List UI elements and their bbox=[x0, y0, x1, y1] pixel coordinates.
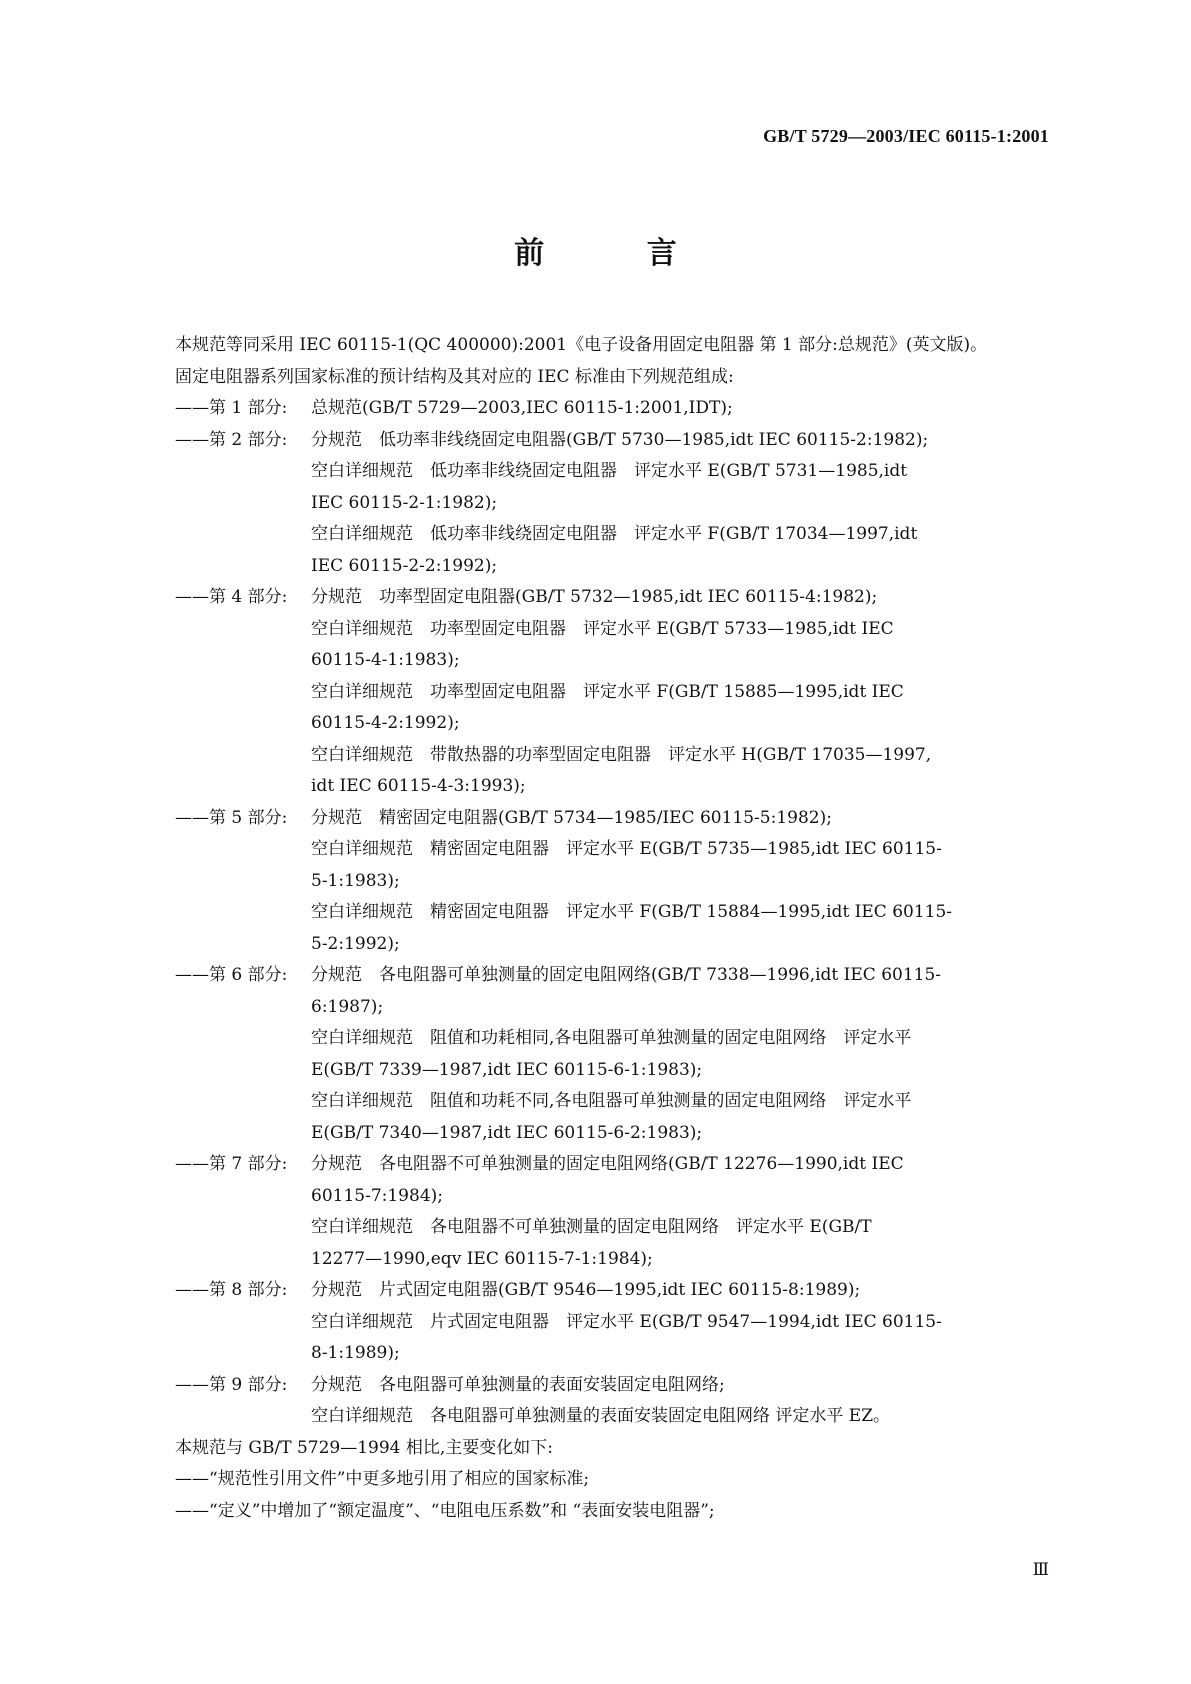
part-line: 5-1:1983); bbox=[311, 870, 400, 891]
part-line: 空白详细规范 精密固定电阻器 评定水平 E(GB/T 5735—1985,idt IEC 60115- bbox=[311, 839, 942, 859]
part-line: 分规范 各电阻器可单独测量的固定电阻网络(GB/T 7338—1996,idt IEC 60115- bbox=[311, 965, 942, 985]
part-line: 60115-4-1:1983); bbox=[311, 650, 460, 670]
part-label: ——第 5 部分: bbox=[175, 807, 288, 828]
part-line: 分规范 精密固定电阻器(GB/T 5734—1985/IEC 60115-5:1982); bbox=[311, 807, 832, 828]
part-label: ——第 2 部分: bbox=[175, 429, 288, 450]
part-line: 空白详细规范 精密固定电阻器 评定水平 F(GB/T 15884—1995,idt IEC 60115- bbox=[311, 902, 953, 922]
part-line: 分规范 片式固定电阻器(GB/T 9546—1995,idt IEC 60115-8:1989); bbox=[311, 1280, 861, 1300]
part-9 bbox=[175, 1370, 1055, 1433]
part-line: E(GB/T 7339—1987,idt IEC 60115-6-1:1983); bbox=[311, 1059, 703, 1080]
part-line: idt IEC 60115-4-3:1993); bbox=[311, 776, 526, 796]
part-line: 分规范 各电阻器不可单独测量的固定电阻网络(GB/T 12276—1990,idt IEC bbox=[311, 1154, 904, 1174]
part-7 bbox=[175, 1149, 1055, 1275]
part-label: ——第 8 部分: bbox=[175, 1280, 288, 1300]
part-line: 总规范(GB/T 5729—2003,IEC 60115-1:2001,IDT); bbox=[311, 398, 733, 418]
part-label: ——第 1 部分: bbox=[175, 398, 288, 418]
part-line: E(GB/T 7340—1987,idt IEC 60115-6-2:1983); bbox=[311, 1122, 703, 1143]
part-line: 空白详细规范 各电阻器可单独测量的表面安装固定电阻网络 评定水平 EZ。 bbox=[311, 1406, 891, 1426]
part-8 bbox=[175, 1275, 1055, 1370]
part-1 bbox=[175, 393, 1055, 425]
part-line: 60115-4-2:1992); bbox=[311, 713, 460, 733]
part-line: IEC 60115-2-2:1992); bbox=[311, 555, 498, 576]
part-line: 空白详细规范 功率型固定电阻器 评定水平 F(GB/T 15885—1995,idt IEC bbox=[311, 681, 904, 702]
part-line: 6:1987); bbox=[311, 996, 384, 1017]
part-6 bbox=[175, 960, 1055, 1149]
part-label: ——第 4 部分: bbox=[175, 587, 288, 607]
part-5 bbox=[175, 803, 1055, 961]
change-item-1: ——“规范性引用文件”中更多地引用了相应的国家标准; bbox=[175, 1469, 590, 1489]
part-line: 5-2:1992); bbox=[311, 933, 400, 954]
part-line: 8-1:1989); bbox=[311, 1343, 400, 1363]
part-line: 空白详细规范 阻值和功耗相同,各电阻器可单独测量的固定电阻网络 评定水平 bbox=[311, 1028, 912, 1048]
part-label: ——第 9 部分: bbox=[175, 1374, 288, 1395]
intro-line-1: 本规范等同采用 IEC 60115-1(QC 400000):2001《电子设备用固定电阻器 第 1 部分:总规范》(英文版)。 bbox=[175, 335, 988, 355]
part-2 bbox=[175, 425, 1055, 583]
part-label: ——第 6 部分: bbox=[175, 965, 288, 985]
part-line: 分规范 低功率非线绕固定电阻器(GB/T 5730—1985,idt IEC 60115-2:1982); bbox=[311, 429, 929, 450]
intro-line-2: 固定电阻器系列国家标准的预计结构及其对应的 IEC 标准由下列规范组成: bbox=[175, 366, 734, 387]
part-line: IEC 60115-2-1:1982); bbox=[311, 492, 498, 513]
part-line: 空白详细规范 片式固定电阻器 评定水平 E(GB/T 9547—1994,idt IEC 60115- bbox=[311, 1311, 942, 1332]
part-label: ——第 7 部分: bbox=[175, 1154, 288, 1174]
part-line: 分规范 功率型固定电阻器(GB/T 5732—1985,idt IEC 60115-4:1982); bbox=[311, 587, 878, 607]
part-line: 空白详细规范 功率型固定电阻器 评定水平 E(GB/T 5733—1985,idt IEC bbox=[311, 618, 894, 639]
document-body bbox=[175, 330, 1055, 1527]
changes-intro: 本规范与 GB/T 5729—1994 相比,主要变化如下: bbox=[175, 1437, 554, 1458]
standard-number-header: GB/T 5729—2003/IEC 60115-1:2001 bbox=[763, 126, 1049, 146]
part-line: 空白详细规范 低功率非线绕固定电阻器 评定水平 E(GB/T 5731—1985,idt bbox=[311, 461, 908, 481]
part-line: 空白详细规范 各电阻器不可单独测量的固定电阻网络 评定水平 E(GB/T bbox=[311, 1217, 872, 1237]
part-line: 分规范 各电阻器可单独测量的表面安装固定电阻网络; bbox=[311, 1374, 725, 1395]
part-line: 空白详细规范 低功率非线绕固定电阻器 评定水平 F(GB/T 17034—1997,idt bbox=[311, 524, 918, 544]
part-line: 空白详细规范 阻值和功耗不同,各电阻器可单独测量的固定电阻网络 评定水平 bbox=[311, 1091, 912, 1111]
change-item-2: ——“定义”中增加了“额定温度”、“电阻电压系数”和 “表面安装电阻器”; bbox=[175, 1500, 715, 1521]
part-line: 60115-7:1984); bbox=[311, 1185, 443, 1206]
part-4 bbox=[175, 582, 1055, 803]
part-line: 空白详细规范 带散热器的功率型固定电阻器 评定水平 H(GB/T 17035—1997, bbox=[311, 744, 932, 765]
page-number: Ⅲ bbox=[1032, 1560, 1049, 1580]
part-line: 12277—1990,eqv IEC 60115-7-1:1984); bbox=[311, 1248, 653, 1269]
page-title: 前 言 bbox=[514, 236, 723, 271]
